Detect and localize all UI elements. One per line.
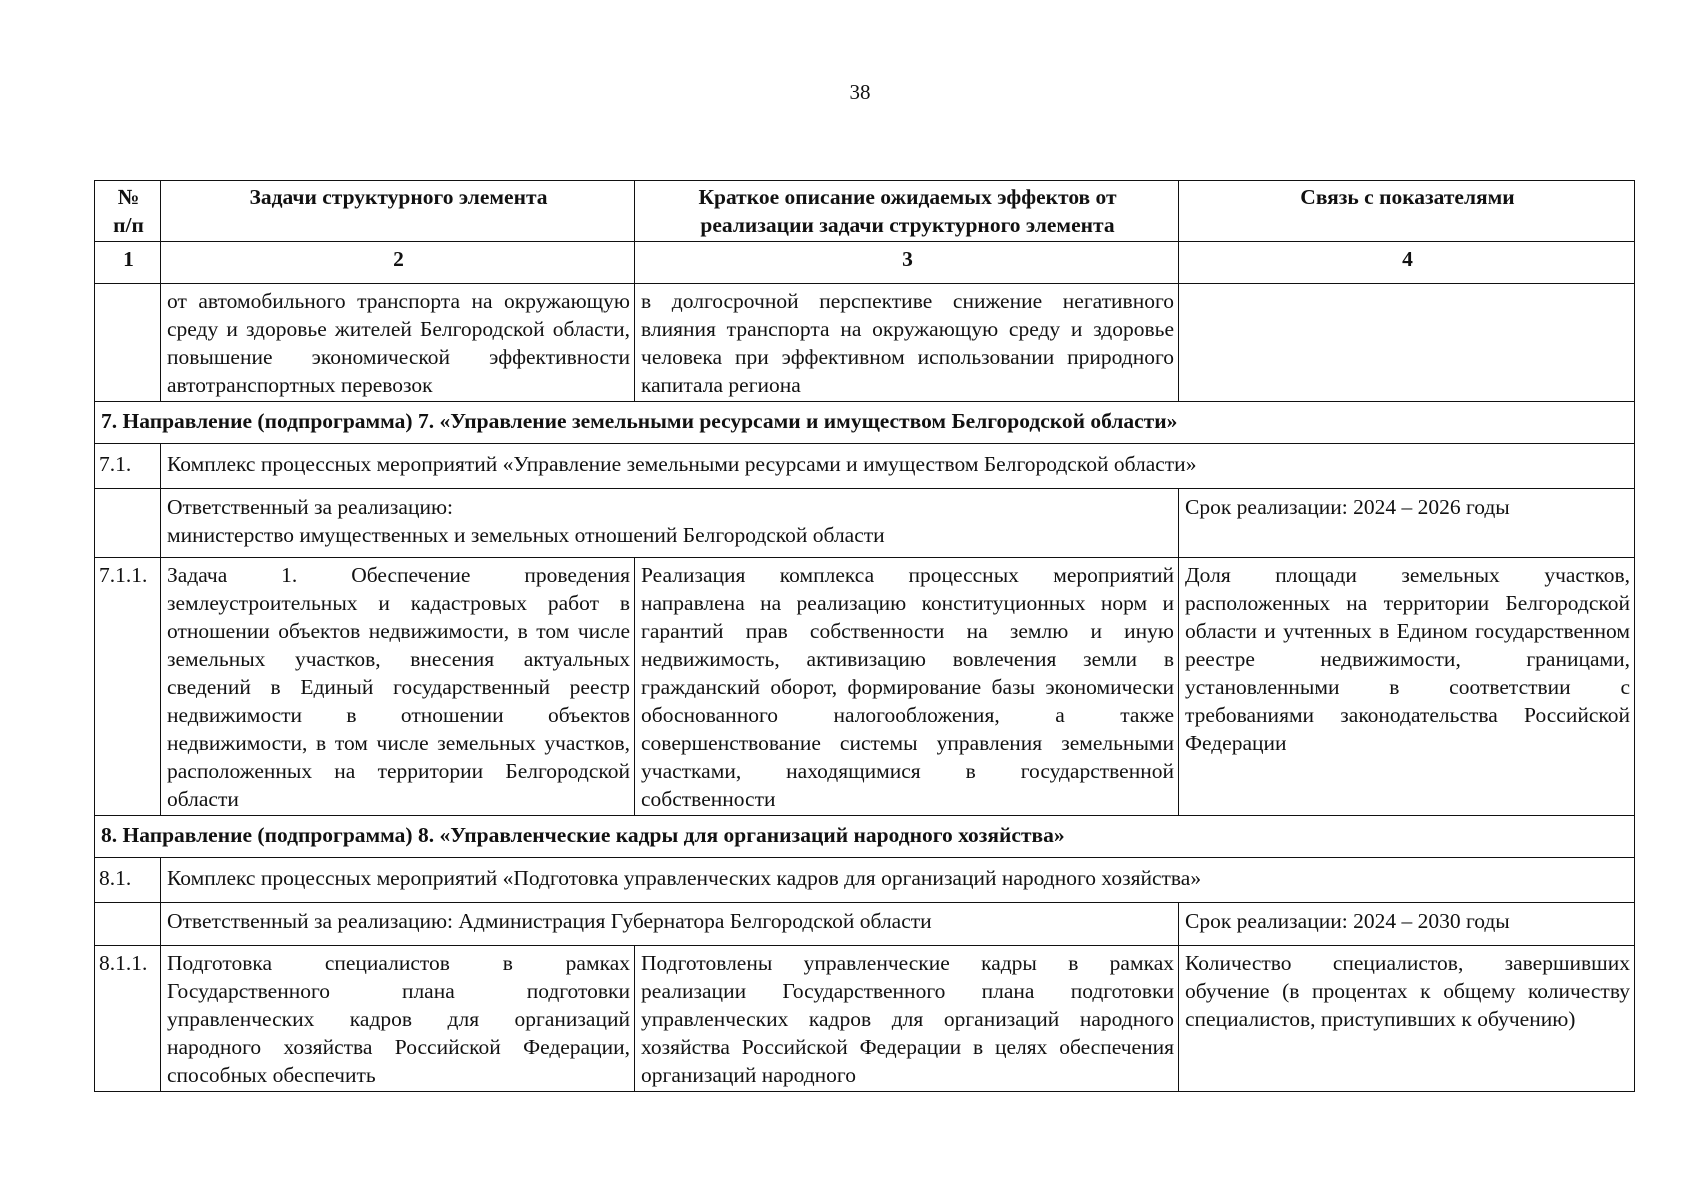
column-number-1: 1 (95, 242, 161, 284)
task-8-1-1-row (95, 946, 1635, 1092)
period-7: Срок реализации: 2024 – 2026 годы (1179, 489, 1635, 558)
responsible-8-row (95, 903, 1635, 946)
responsible-8-num (95, 903, 161, 946)
task-7-1-1-num: 7.1.1. (95, 558, 161, 816)
continuation-indicator (1179, 284, 1635, 402)
complex-7-1-row (95, 444, 1635, 489)
measures-table (94, 180, 1635, 1092)
table-header-row (95, 181, 1635, 242)
continuation-task: от автомобильного транспорта на окружающую среду и здоровье жителей Белгородской области, повышение экономической эффективности автотранспортных перевозок (161, 284, 635, 402)
task-7-1-1-row (95, 558, 1635, 816)
task-8-1-1-num: 8.1.1. (95, 946, 161, 1092)
complex-8-1-row (95, 858, 1635, 903)
continuation-num (95, 284, 161, 402)
header-number-line1: № (117, 185, 140, 209)
page-number: 38 (849, 80, 871, 104)
responsible-7-row (95, 489, 1635, 558)
section-8-row (95, 816, 1635, 858)
responsible-7-cell (161, 489, 1179, 558)
period-8: Срок реализации: 2024 – 2030 годы (1179, 903, 1635, 946)
task-8-1-1-indicator: Количество специалистов, завершивших обучение (в процентах к общему количеству специалистов, приступивших к обучению) (1179, 946, 1635, 1092)
continuation-row (95, 284, 1635, 402)
column-numbers-row (95, 242, 1635, 284)
header-number (95, 181, 161, 242)
task-7-1-1-effect: Реализация комплекса процессных мероприятий направлена на реализацию конституционных норм и гарантий прав собственности на землю и иную недвижимость, активизацию вовлечения земли в гражданский оборот, формирование базы экономически обоснованного налогообложения, а также совершенствование системы управления земельными участками, находящимися в государственной собственности (635, 558, 1179, 816)
column-number-2: 2 (161, 242, 635, 284)
task-7-1-1-text: Задача 1. Обеспечение проведения землеустроительных и кадастровых работ в отношении объектов недвижимости, в том числе земельных участков, внесения актуальных сведений в Единый государственный реестр недвижимости в отношении объектов недвижимости, в том числе земельных участков, расположенных на территории Белгородской области (161, 558, 635, 816)
task-8-1-1-effect: Подготовлены управленческие кадры в рамках реализации Государственного плана подготовки управленческих кадров для организаций народного хозяйства Российской Федерации в целях обеспечения организаций народного (635, 946, 1179, 1092)
responsible-7-value: министерство имущественных и земельных отношений Белгородской области (167, 523, 885, 547)
column-number-4: 4 (1179, 242, 1635, 284)
task-7-1-1-indicator: Доля площади земельных участков, расположенных на территории Белгородской области и учтенных в Едином государственном реестре недвижимости, границами, установленными в соответствии с требованиями законодательства Российской Федерации (1179, 558, 1635, 816)
column-number-3: 3 (635, 242, 1179, 284)
complex-7-1-num: 7.1. (95, 444, 161, 489)
section-8-title: 8. Направление (подпрограмма) 8. «Управленческие кадры для организаций народного хозяйства» (95, 816, 1635, 858)
continuation-effect: в долгосрочной перспективе снижение негативного влияния транспорта на окружающую среду и здоровье человека при эффективном использовании природного капитала региона (635, 284, 1179, 402)
task-8-1-1-text: Подготовка специалистов в рамках Государственного плана подготовки управленческих кадров для организаций народного хозяйства Российской Федерации, способных обеспечить (161, 946, 635, 1092)
complex-8-1-num: 8.1. (95, 858, 161, 903)
section-7-row (95, 402, 1635, 444)
header-number-line2: п/п (113, 213, 144, 237)
responsible-8-cell: Ответственный за реализацию: Администрация Губернатора Белгородской области (161, 903, 1179, 946)
responsible-7-label: Ответственный за реализацию: (167, 495, 454, 519)
responsible-7-num (95, 489, 161, 558)
header-effects: Краткое описание ожидаемых эффектов от реализации задачи структурного элемента (635, 181, 1179, 242)
complex-7-1-title: Комплекс процессных мероприятий «Управление земельными ресурсами и имуществом Белгородской области» (161, 444, 1635, 489)
complex-8-1-title: Комплекс процессных мероприятий «Подготовка управленческих кадров для организаций народного хозяйства» (161, 858, 1635, 903)
header-tasks: Задачи структурного элемента (161, 181, 635, 242)
header-indicators: Связь с показателями (1179, 181, 1635, 242)
section-7-title: 7. Направление (подпрограмма) 7. «Управление земельными ресурсами и имуществом Белгородской области» (95, 402, 1635, 444)
